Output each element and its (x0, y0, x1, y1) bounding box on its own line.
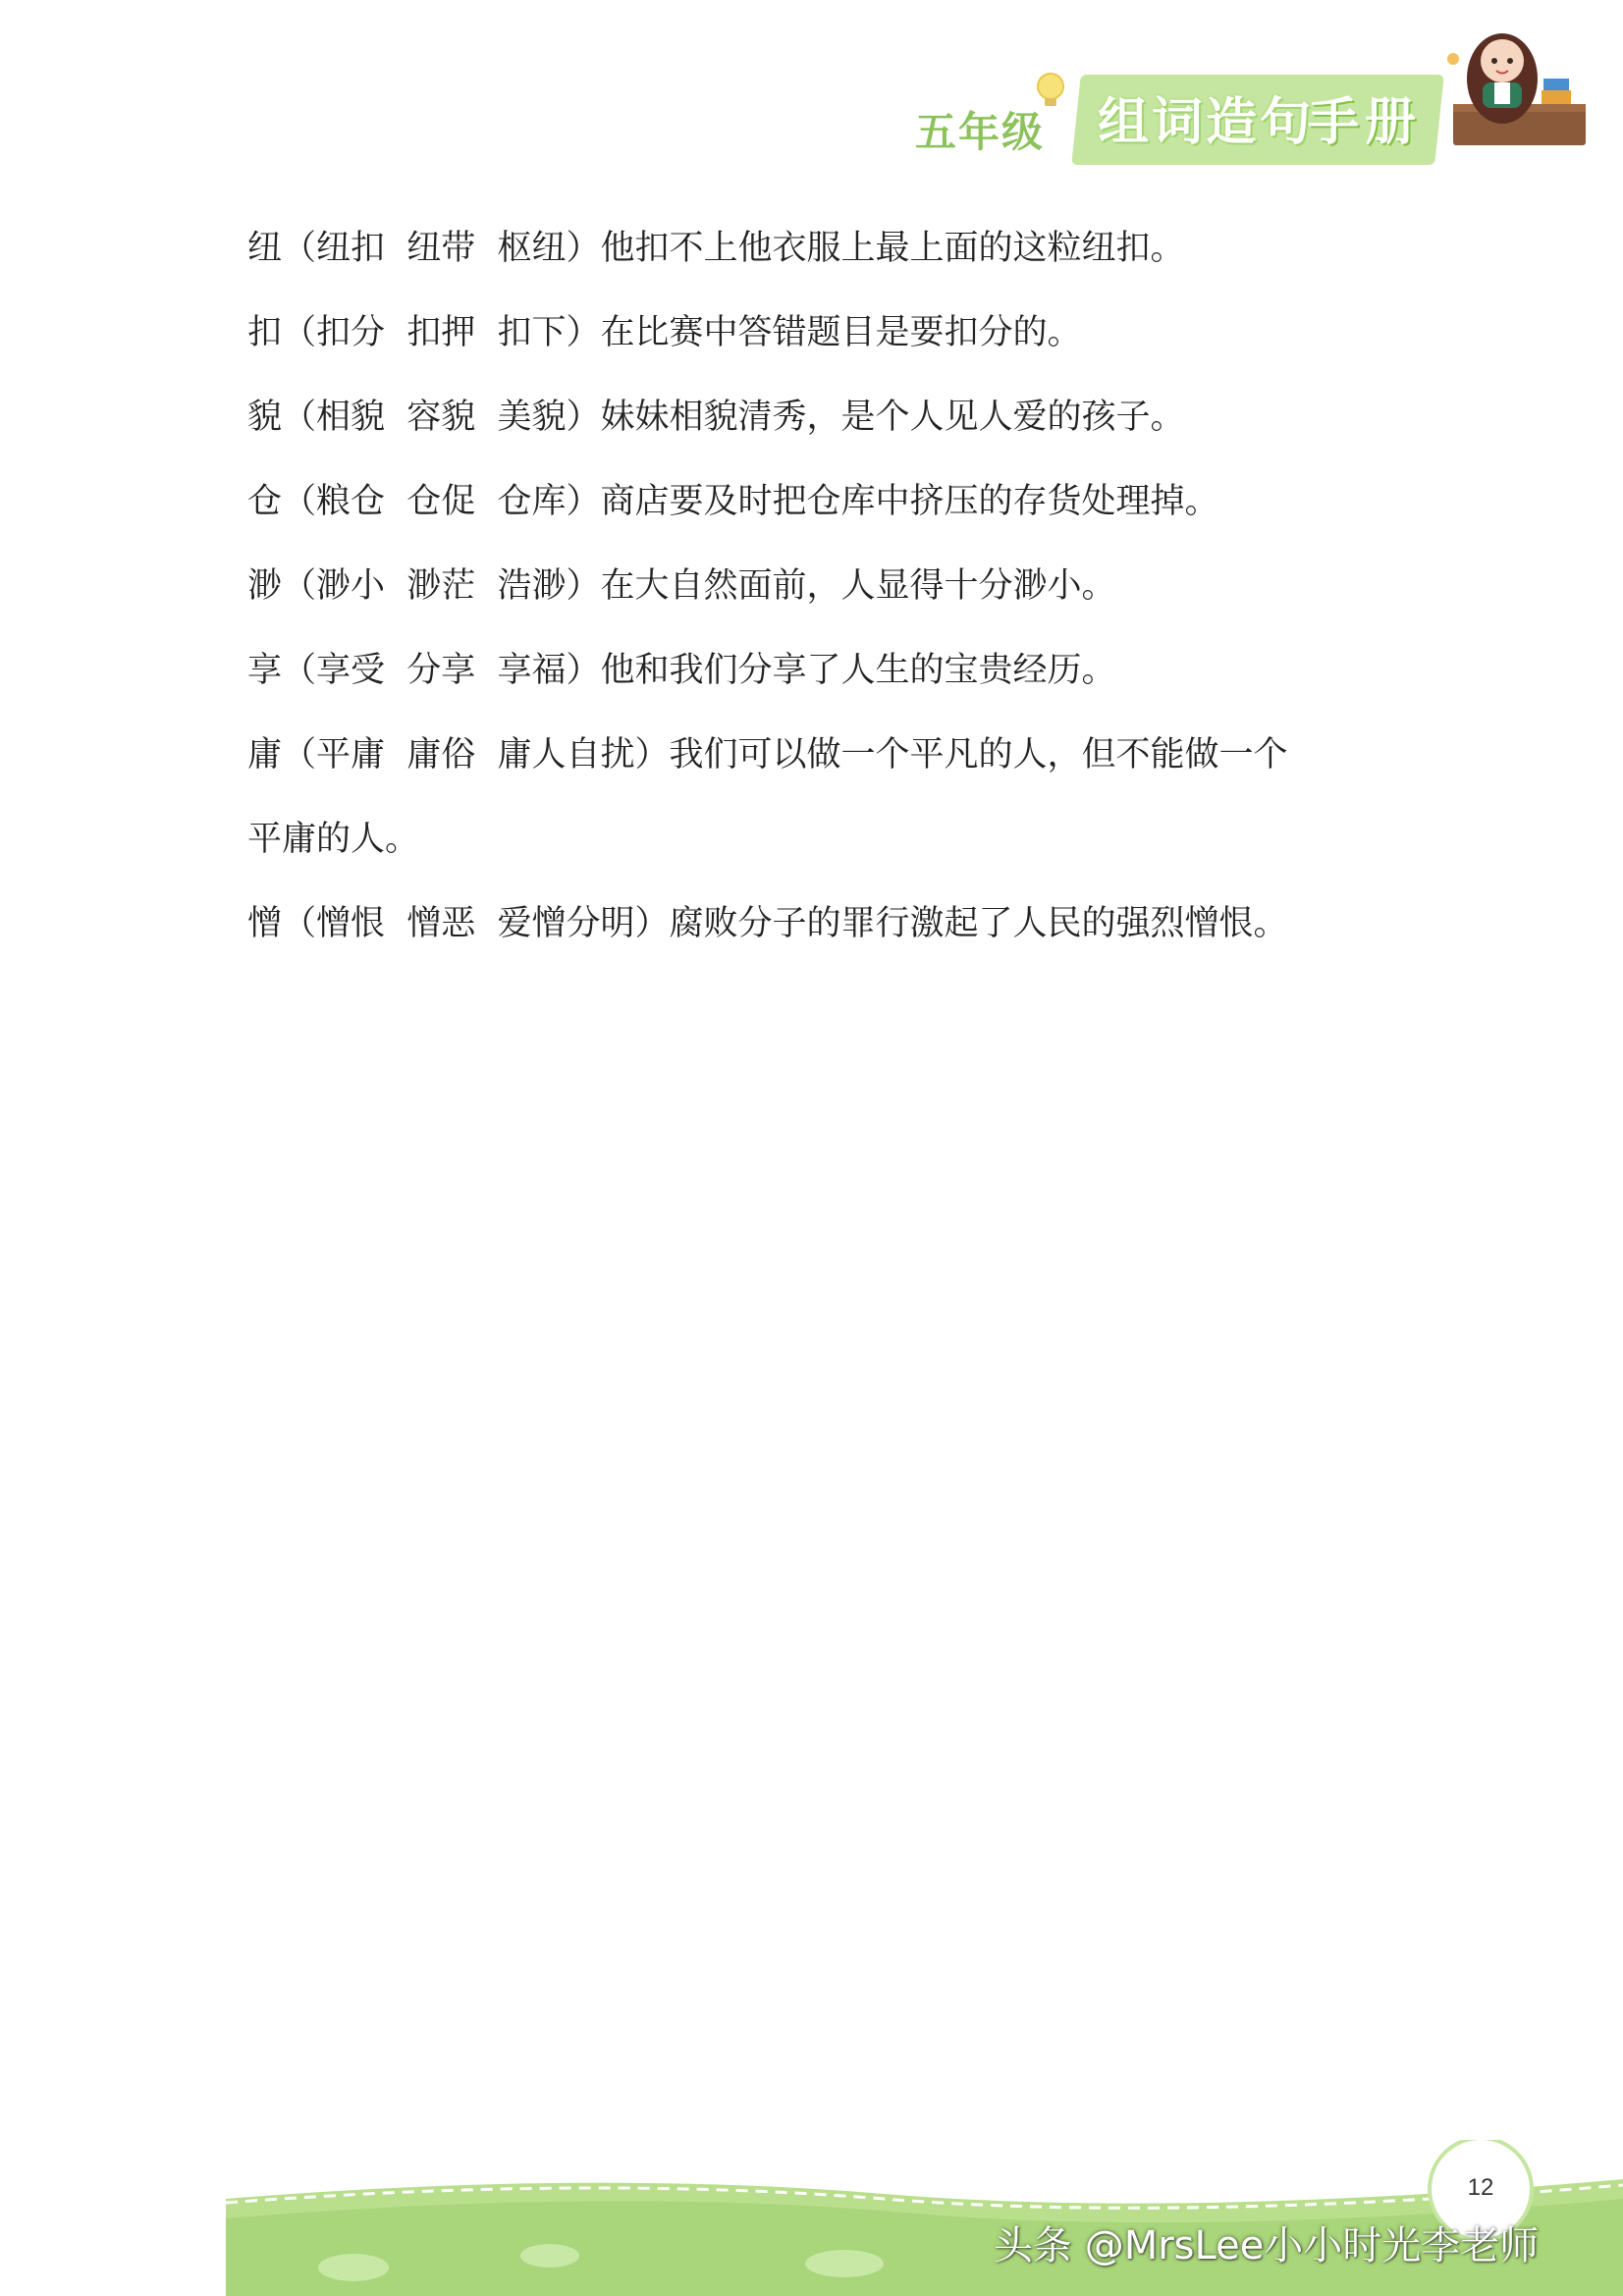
handbook-subtitle: 手册 (1308, 93, 1423, 152)
text-line: 享（享受 分享 享福）他和我们分享了人生的宝贵经历。 (247, 651, 1116, 690)
text-line: 平庸的人。 (247, 820, 420, 859)
text-line: 扣（扣分 扣押 扣下）在比赛中答错题目是要扣分的。 (247, 313, 1082, 352)
grade-label: 五年级 (915, 108, 1046, 156)
text-line: 庸（平庸 庸俗 庸人自扰）我们可以做一个平凡的人，但不能做一个 (247, 735, 1288, 774)
text-line: 渺（渺小 渺茫 浩渺）在大自然面前，人显得十分渺小。 (247, 566, 1116, 606)
watermark-text: 头条 @MrsLee小小时光李老师 (994, 2223, 1540, 2269)
text-line: 憎（憎恨 憎恶 爱憎分明）腐败分子的罪行激起了人民的强烈憎恨。 (247, 904, 1288, 943)
handbook-title: 组词造句 (1098, 93, 1315, 152)
text-line: 仓（粮仓 仓促 仓库）商店要及时把仓库中挤压的存货处理掉。 (247, 482, 1219, 521)
page-header (884, 20, 1591, 167)
text-line: 貌（相貌 容貌 美貌）妹妹相貌清秀，是个人见人爱的孩子。 (247, 398, 1185, 437)
teacher-illustration (1434, 20, 1591, 147)
lightbulb-icon (1031, 69, 1070, 118)
text-line: 纽（纽扣 纽带 枢纽）他扣不上他衣服上最上面的这粒纽扣。 (247, 229, 1185, 268)
page-number: 12 (1467, 2174, 1494, 2201)
content-area (247, 206, 1426, 966)
